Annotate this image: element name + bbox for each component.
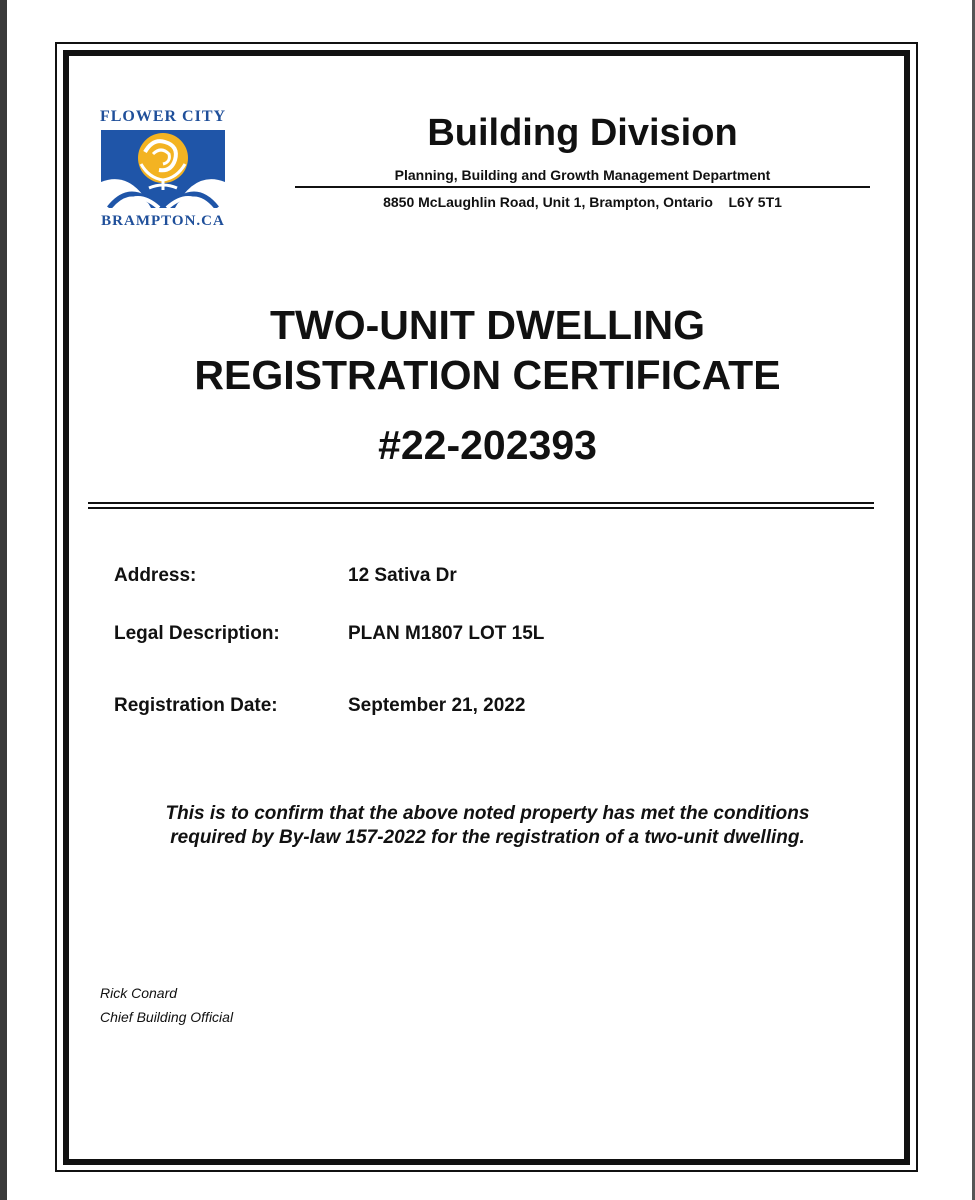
certificate-title-line1: TWO-UNIT DWELLING — [270, 302, 705, 348]
signer-title: Chief Building Official — [100, 1009, 234, 1025]
department-name: Planning, Building and Growth Management Department — [394, 167, 771, 183]
flower-rose-icon — [101, 130, 225, 208]
address-label: Address: — [114, 565, 197, 586]
logo-bottom-text: BRAMPTON.CA — [101, 213, 225, 229]
address-value: 12 Sativa Dr — [348, 565, 457, 586]
legal-description-label: Legal Description: — [114, 623, 280, 644]
certificate-title — [70, 300, 905, 400]
statement-line2: required by By-law 157-2022 for the registration of a two-unit dwelling. — [170, 827, 805, 848]
logo-top-text: FLOWER CITY — [99, 108, 227, 125]
registration-date-value: September 21, 2022 — [348, 695, 526, 716]
certificate-title-line2: REGISTRATION CERTIFICATE — [194, 352, 781, 398]
title-divider — [88, 502, 874, 509]
brampton-logo — [98, 108, 228, 230]
statement-line1: This is to confirm that the above noted property has met the conditions — [165, 803, 810, 824]
header-divider — [295, 186, 870, 188]
signer-name: Rick Conard — [100, 985, 178, 1001]
division-title: Building Division — [427, 112, 738, 154]
legal-description-value: PLAN M1807 LOT 15L — [348, 623, 545, 644]
registration-date-label: Registration Date: — [114, 695, 278, 716]
office-address: 8850 McLaughlin Road, Unit 1, Brampton, Ontario L6Y 5T1 — [383, 194, 782, 210]
scan-edge-left — [0, 0, 7, 1200]
confirmation-statement — [70, 802, 905, 850]
certificate-number: #22-202393 — [378, 422, 597, 468]
